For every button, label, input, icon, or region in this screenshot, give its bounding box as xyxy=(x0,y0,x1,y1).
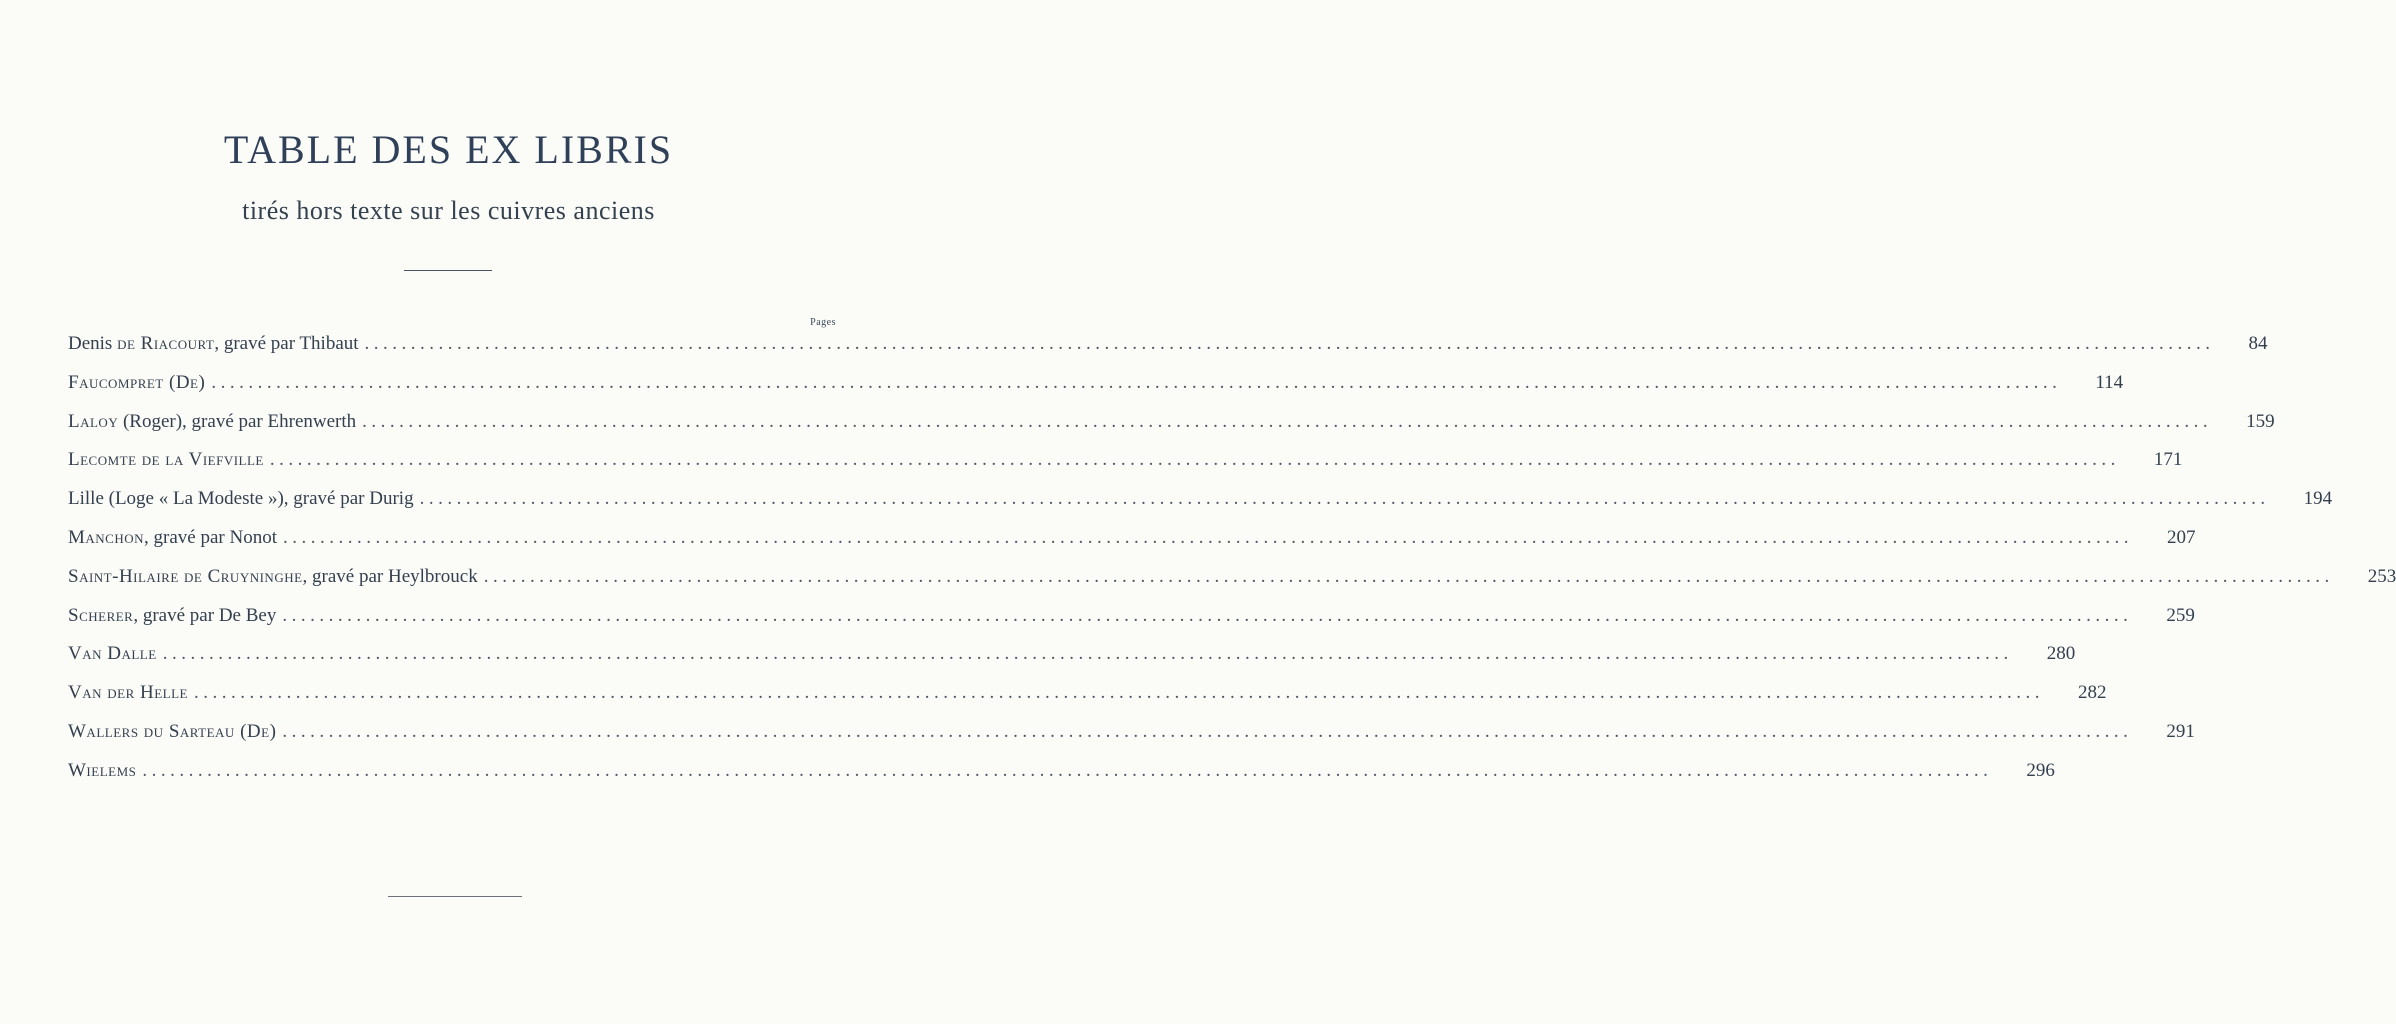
table-of-contents xyxy=(68,333,2396,799)
entry-name: Manchon xyxy=(68,526,145,548)
entry-name: Wielems xyxy=(68,759,137,781)
page-subtitle: tirés hors texte sur les cuivres anciens xyxy=(242,196,655,225)
entry-lead: Denis xyxy=(68,333,118,354)
dot-leader: ........................................................................................................................................................................................................ xyxy=(269,449,2120,471)
title-divider xyxy=(404,270,492,271)
entry-text xyxy=(68,682,188,704)
dot-leader: ........................................................................................................................................................................................................ xyxy=(282,604,2133,626)
toc-entry xyxy=(68,488,2333,527)
entry-name: Lecomte de la Viefville xyxy=(68,449,264,471)
entry-detail: (Roger), gravé par Ehrenwerth xyxy=(118,410,357,432)
dot-leader: ........................................................................................................................................................................................................ xyxy=(162,643,2013,665)
entry-text xyxy=(68,411,356,433)
dot-leader: ........................................................................................................................................................................................................ xyxy=(362,410,2213,432)
entry-text xyxy=(68,372,205,394)
entry-name: Scherer xyxy=(68,604,134,626)
entry-name: Faucompret (De) xyxy=(68,371,206,393)
entry-page-number: 253 xyxy=(2367,565,2396,587)
entry-page-number: 280 xyxy=(2046,643,2076,665)
entry-page-number: 207 xyxy=(2166,526,2196,548)
entry-text xyxy=(68,760,136,782)
entry-page-number: 296 xyxy=(2026,759,2055,781)
toc-entry xyxy=(68,526,2196,566)
dot-leader: ........................................................................................................................................................................................................ xyxy=(419,488,2270,510)
entry-page-number: 291 xyxy=(2166,720,2195,742)
dot-leader: ........................................................................................................................................................................................................ xyxy=(282,526,2133,548)
entry-name: Wallers du Sarteau (De) xyxy=(68,720,277,742)
toc-entry xyxy=(68,682,2107,721)
entry-text xyxy=(68,605,276,627)
pages-column-header: Pages xyxy=(810,317,836,328)
end-divider xyxy=(388,896,522,897)
dot-leader: ........................................................................................................................................................................................................ xyxy=(193,682,2044,704)
entry-text xyxy=(68,333,359,355)
page-title: TABLE DES EX LIBRIS xyxy=(223,127,674,172)
dot-leader: ........................................................................................................................................................................................................ xyxy=(211,371,2062,393)
toc-entry xyxy=(68,333,2268,372)
entry-detail: , gravé par Heylbrouck xyxy=(302,565,478,587)
toc-entry xyxy=(68,371,2124,411)
toc-entry xyxy=(68,643,2076,682)
entry-page-number: 159 xyxy=(2246,410,2275,432)
entry-page-number: 84 xyxy=(2248,333,2268,354)
toc-entry xyxy=(68,449,2183,488)
dot-leader: ........................................................................................................................................................................................................ xyxy=(483,565,2334,587)
entry-page-number: 114 xyxy=(2095,371,2124,393)
entry-text xyxy=(68,566,478,588)
entry-page-number: 259 xyxy=(2166,604,2195,626)
dot-leader: ........................................................................................................................................................................................................ xyxy=(364,333,2215,354)
entry-text xyxy=(68,449,264,471)
entry-name: Laloy xyxy=(68,410,119,432)
entry-text xyxy=(68,488,414,510)
entry-detail: , gravé par Nonot xyxy=(144,526,277,548)
entry-name: Van Dalle xyxy=(68,643,157,665)
entry-name: Van der Helle xyxy=(68,682,188,704)
toc-entry xyxy=(68,604,2195,644)
dot-leader: ........................................................................................................................................................................................................ xyxy=(142,759,1993,781)
entry-page-number: 171 xyxy=(2153,449,2183,471)
dot-leader: ........................................................................................................................................................................................................ xyxy=(282,720,2133,742)
entry-detail: , gravé par De Bey xyxy=(133,604,277,626)
entry-detail: , gravé par Thibaut xyxy=(214,333,359,354)
toc-entry xyxy=(68,565,2396,605)
entry-name: Saint-Hilaire de Cruyninghe xyxy=(68,565,303,587)
entry-page-number: 282 xyxy=(2077,682,2107,704)
entry-text xyxy=(68,721,276,743)
toc-entry xyxy=(68,410,2275,450)
entry-text xyxy=(68,643,157,665)
toc-entry xyxy=(68,759,2055,799)
entry-detail: Lille (Loge « La Modeste »), gravé par Durig xyxy=(68,488,414,510)
entry-page-number: 194 xyxy=(2303,488,2333,510)
entry-text xyxy=(68,527,277,549)
entry-name: de Riacourt xyxy=(117,333,215,354)
toc-entry xyxy=(68,720,2195,760)
